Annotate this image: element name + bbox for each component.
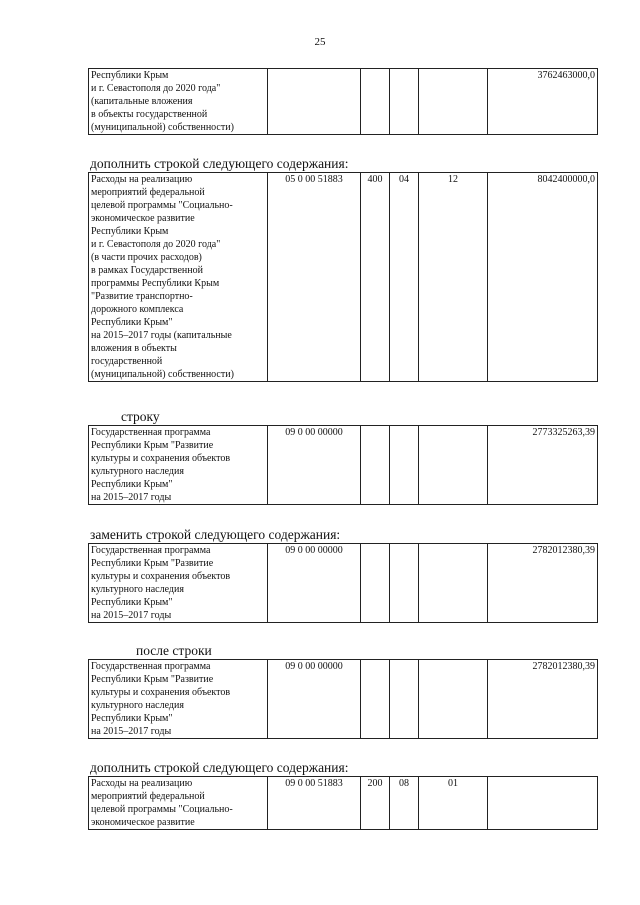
subsection-cell: 12 — [419, 173, 488, 382]
subsection-cell — [419, 69, 488, 135]
row-name-cell — [89, 544, 268, 623]
budget-row — [88, 68, 598, 135]
name-line: (капитальные вложения — [91, 96, 193, 107]
amount-cell: 2773325263,39 — [488, 426, 598, 505]
name-line: (муниципальной) собственности) — [91, 369, 234, 380]
name-line: Расходы на реализацию — [91, 778, 193, 789]
name-line: в объекты государственной — [91, 109, 208, 120]
name-line: программы Республики Крым — [91, 278, 220, 289]
amount-cell — [488, 777, 598, 830]
name-line: на 2015–2017 годы — [91, 492, 172, 503]
name-line: в рамках Государственной — [91, 265, 203, 276]
name-line: культуры и сохранения объектов — [91, 571, 231, 582]
target-article-cell: 09 0 00 00000 — [268, 660, 361, 739]
section-cell — [390, 69, 419, 135]
name-line: Республики Крым "Развитие — [91, 440, 214, 451]
subsection-cell — [419, 660, 488, 739]
page-number: 25 — [314, 36, 326, 48]
name-line: Республики Крым — [91, 70, 169, 81]
row-name-cell — [89, 660, 268, 739]
row-name-cell — [89, 69, 268, 135]
name-line: культурного наследия — [91, 700, 184, 711]
name-line: Республики Крым" — [91, 597, 173, 608]
name-line: Государственная программа — [91, 661, 211, 672]
expense-type-cell — [361, 544, 390, 623]
section-cell — [390, 660, 419, 739]
expense-type-cell — [361, 69, 390, 135]
section-cell: 08 — [390, 777, 419, 830]
row-name-cell — [89, 426, 268, 505]
name-line: государственной — [91, 356, 163, 367]
name-line: экономическое развитие — [91, 817, 195, 828]
name-line: целевой программы "Социально- — [91, 804, 233, 815]
name-line: дорожного комплекса — [91, 304, 184, 315]
subsection-cell — [419, 426, 488, 505]
name-line: (в части прочих расходов) — [91, 252, 202, 263]
name-line: мероприятий федеральной — [91, 187, 205, 198]
budget-row — [88, 172, 598, 382]
amount-cell: 8042400000,0 — [488, 173, 598, 382]
amount-cell: 2782012380,39 — [488, 660, 598, 739]
row-name-cell — [89, 173, 268, 382]
name-line: на 2015–2017 годы (капитальные — [91, 330, 232, 341]
name-line: культуры и сохранения объектов — [91, 687, 231, 698]
name-line: на 2015–2017 годы — [91, 610, 172, 621]
name-line: и г. Севастополя до 2020 года" — [91, 239, 221, 250]
target-article-cell: 09 0 00 51883 — [268, 777, 361, 830]
section-cell: 04 — [390, 173, 419, 382]
instruction-heading: после строки — [136, 643, 212, 658]
name-line: культурного наследия — [91, 584, 184, 595]
name-line: экономическое развитие — [91, 213, 195, 224]
name-line: культурного наследия — [91, 466, 184, 477]
name-line: Республики Крым — [91, 226, 169, 237]
name-line: культуры и сохранения объектов — [91, 453, 231, 464]
amount-cell: 2782012380,39 — [488, 544, 598, 623]
section-cell — [390, 426, 419, 505]
amount-cell: 3762463000,0 — [488, 69, 598, 135]
target-article-cell: 09 0 00 00000 — [268, 544, 361, 623]
name-line: Республики Крым" — [91, 713, 173, 724]
name-line: и г. Севастополя до 2020 года" — [91, 83, 221, 94]
target-article-cell — [268, 69, 361, 135]
instruction-heading: строку — [121, 409, 160, 424]
expense-type-cell: 400 — [361, 173, 390, 382]
name-line: Государственная программа — [91, 427, 211, 438]
target-article-cell: 05 0 00 51883 — [268, 173, 361, 382]
subsection-cell: 01 — [419, 777, 488, 830]
name-line: Расходы на реализацию — [91, 174, 193, 185]
expense-type-cell — [361, 660, 390, 739]
name-line: Республики Крым" — [91, 317, 173, 328]
name-line: Республики Крым "Развитие — [91, 558, 214, 569]
subsection-cell — [419, 544, 488, 623]
section-cell — [390, 544, 419, 623]
name-line: (муниципальной) собственности) — [91, 122, 234, 133]
name-line: "Развитие транспортно- — [91, 291, 193, 302]
name-line: вложения в объекты — [91, 343, 177, 354]
name-line: на 2015–2017 годы — [91, 726, 172, 737]
budget-row — [88, 776, 598, 830]
name-line: Республики Крым" — [91, 479, 173, 490]
name-line: Республики Крым "Развитие — [91, 674, 214, 685]
instruction-heading: дополнить строкой следующего содержания: — [90, 156, 349, 171]
target-article-cell: 09 0 00 00000 — [268, 426, 361, 505]
expense-type-cell: 200 — [361, 777, 390, 830]
instruction-heading: дополнить строкой следующего содержания: — [90, 760, 349, 775]
row-name-cell — [89, 777, 268, 830]
name-line: мероприятий федеральной — [91, 791, 205, 802]
expense-type-cell — [361, 426, 390, 505]
budget-row — [88, 425, 598, 505]
budget-row — [88, 543, 598, 623]
name-line: целевой программы "Социально- — [91, 200, 233, 211]
name-line: Государственная программа — [91, 545, 211, 556]
instruction-heading: заменить строкой следующего содержания: — [90, 527, 341, 542]
budget-row — [88, 659, 598, 739]
